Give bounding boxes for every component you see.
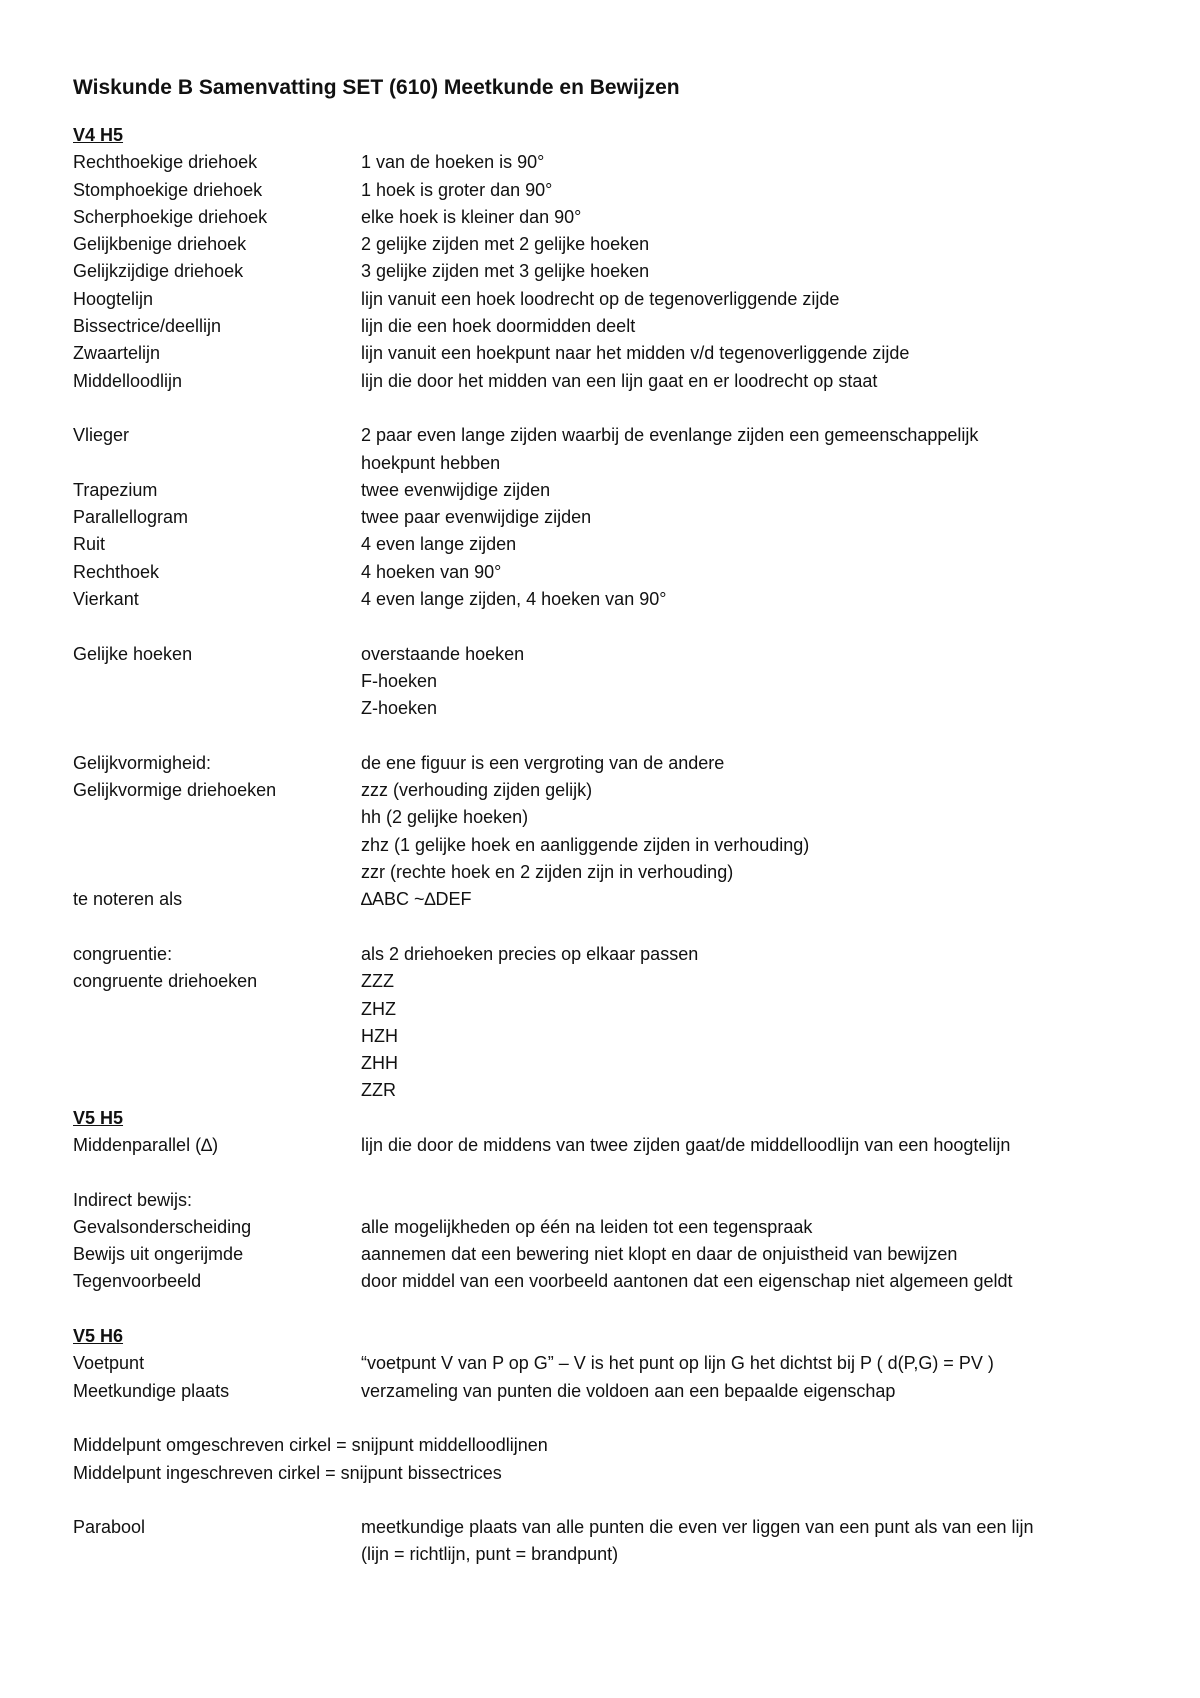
definition-description-line: 2 gelijke zijden met 2 gelijke hoeken <box>361 234 650 255</box>
definition-term: Rechthoekige driehoek <box>73 152 258 173</box>
definition-description-line: ZZR <box>361 1080 396 1101</box>
definition-description <box>361 504 1153 531</box>
definition-description-line: hoekpunt hebben <box>361 452 501 473</box>
spacer <box>73 395 1153 422</box>
definition-description-line: 1 van de hoeken is 90° <box>361 152 545 173</box>
definition-description <box>361 231 1153 258</box>
definition-term: Parallellogram <box>73 507 189 528</box>
definition-description-line: F-hoeken <box>361 670 438 691</box>
definition-description-line: 3 gelijke zijden met 3 gelijke hoeken <box>361 261 650 282</box>
definition-group-quadrilaterals <box>73 422 1153 613</box>
document-title: Wiskunde B Samenvatting SET (610) Meetkunde en Bewijzen <box>73 76 680 99</box>
definition-term: Hoogtelijn <box>73 288 154 309</box>
definition-group-congruence <box>73 941 1153 1105</box>
definition-description <box>361 177 1153 204</box>
definition-row <box>73 559 1153 586</box>
definition-row <box>73 531 1153 558</box>
definition-term: Bewijs uit ongerijmde <box>73 1244 244 1265</box>
definition-row <box>73 477 1153 504</box>
spacer <box>73 1296 1153 1323</box>
definition-term: Scherphoekige driehoek <box>73 206 268 227</box>
definition-row <box>73 1514 1153 1569</box>
definition-description <box>361 750 1153 777</box>
spacer <box>73 914 1153 941</box>
definition-group-v5h6 <box>73 1350 1153 1405</box>
definition-group-angles <box>73 641 1153 723</box>
definition-term: Stomphoekige driehoek <box>73 179 263 200</box>
definition-description <box>361 586 1153 613</box>
definition-row <box>73 1268 1153 1295</box>
definition-description-line: twee evenwijdige zijden <box>361 479 551 500</box>
definition-term: Zwaartelijn <box>73 343 161 364</box>
definition-description-line: verzameling van punten die voldoen aan een bepaalde eigenschap <box>361 1380 896 1401</box>
definition-row <box>73 286 1153 313</box>
definition-term: Middenparallel (∆) <box>73 1134 219 1155</box>
definition-description-line: hh (2 gelijke hoeken) <box>361 807 529 828</box>
definition-term: Gelijkvormigheid: <box>73 752 212 773</box>
definition-description-line: lijn die door de middens van twee zijden gaat/de middelloodlijn van een hoogtelijn <box>361 1134 1011 1155</box>
definition-description-line: als 2 driehoeken precies op elkaar passen <box>361 943 699 964</box>
definition-row <box>73 886 1153 913</box>
definition-term: Middelloodlijn <box>73 370 183 391</box>
definition-description <box>361 886 1153 913</box>
definition-row <box>73 968 1153 1104</box>
spacer <box>73 1405 1153 1432</box>
definition-description <box>361 258 1153 285</box>
definition-row <box>73 504 1153 531</box>
definition-term: Vlieger <box>73 425 130 446</box>
definition-term: Gelijkvormige driehoeken <box>73 780 277 801</box>
definition-row <box>73 1241 1153 1268</box>
definition-description <box>361 1378 1153 1405</box>
definition-description <box>361 313 1153 340</box>
definition-row <box>73 368 1153 395</box>
definition-description-line: (lijn = richtlijn, punt = brandpunt) <box>361 1544 619 1565</box>
definition-term: Voetpunt <box>73 1353 145 1374</box>
definition-term: Gelijkzijdige driehoek <box>73 261 244 282</box>
definition-description <box>361 1132 1153 1159</box>
definition-row <box>73 231 1153 258</box>
spacer <box>73 613 1153 640</box>
definition-row <box>73 750 1153 777</box>
definition-description-line: de ene figuur is een vergroting van de andere <box>361 752 725 773</box>
definition-description-line: lijn die een hoek doormidden deelt <box>361 316 636 337</box>
definition-row <box>73 340 1153 367</box>
definition-term: Parabool <box>73 1517 146 1538</box>
definition-row <box>73 1132 1153 1159</box>
definition-term: Gelijkbenige driehoek <box>73 234 247 255</box>
definition-row <box>73 586 1153 613</box>
definition-term: Bissectrice/deellijn <box>73 316 222 337</box>
definition-term: congruentie: <box>73 943 173 964</box>
definition-group-parabola <box>73 1514 1153 1569</box>
definition-description-line: meetkundige plaats van alle punten die even ver liggen van een punt als van een lijn <box>361 1517 1034 1538</box>
definition-term: Tegenvoorbeeld <box>73 1271 202 1292</box>
definition-row <box>73 1378 1153 1405</box>
definition-term: Gelijke hoeken <box>73 643 193 664</box>
definition-description-line: lijn die door het midden van een lijn gaat en er loodrecht op staat <box>361 370 878 391</box>
definition-description-line: door middel van een voorbeeld aantonen dat een eigenschap niet algemeen geldt <box>361 1271 1013 1292</box>
definition-term: Trapezium <box>73 479 158 500</box>
definition-description <box>361 286 1153 313</box>
definition-row <box>73 422 1153 477</box>
definition-description-line: zzz (verhouding zijden gelijk) <box>361 780 593 801</box>
circle-line-circumscribed: Middelpunt omgeschreven cirkel = snijpunt middelloodlijnen <box>73 1435 548 1456</box>
section-heading-v5h5: V5 H5 <box>73 1107 124 1128</box>
definition-description-line: ZHH <box>361 1053 398 1074</box>
definition-description-line: 2 paar even lange zijden waarbij de evenlange zijden een gemeenschappelijk <box>361 425 979 446</box>
definition-term: Ruit <box>73 534 106 555</box>
definition-description <box>361 204 1153 231</box>
definition-term: te noteren als <box>73 889 183 910</box>
definition-description-line: 1 hoek is groter dan 90° <box>361 179 553 200</box>
definition-description-line: zzr (rechte hoek en 2 zijden zijn in verhouding) <box>361 862 734 883</box>
definition-term: Meetkundige plaats <box>73 1380 230 1401</box>
definition-term: Gevalsonderscheiding <box>73 1216 252 1237</box>
definition-description-line: 4 even lange zijden <box>361 534 517 555</box>
section-heading-v5h6: V5 H6 <box>73 1326 124 1347</box>
definition-description-line: lijn vanuit een hoekpunt naar het midden v/d tegenoverliggende zijde <box>361 343 910 364</box>
definition-row <box>73 204 1153 231</box>
definition-description-line: aannemen dat een bewering niet klopt en daar de onjuistheid van bewijzen <box>361 1244 958 1265</box>
definition-description <box>361 1268 1153 1295</box>
definition-row <box>73 258 1153 285</box>
definition-description <box>361 641 1153 723</box>
definition-group-similarity <box>73 750 1153 914</box>
definition-term: Vierkant <box>73 589 139 610</box>
definition-row <box>73 313 1153 340</box>
definition-description <box>361 968 1153 1104</box>
definition-description <box>361 559 1153 586</box>
definition-row <box>73 1214 1153 1241</box>
definition-group-indirect <box>73 1214 1153 1296</box>
definition-description <box>361 531 1153 558</box>
definition-term: Rechthoek <box>73 561 160 582</box>
definition-group-midparallel <box>73 1132 1153 1159</box>
definition-description-line: twee paar evenwijdige zijden <box>361 507 592 528</box>
definition-description <box>361 149 1153 176</box>
definition-group-triangles <box>73 149 1153 395</box>
definition-description-line: 4 even lange zijden, 4 hoeken van 90° <box>361 589 667 610</box>
definition-description <box>361 1214 1153 1241</box>
definition-description <box>361 941 1153 968</box>
definition-description-line: HZH <box>361 1025 398 1046</box>
definition-description-line: zhz (1 gelijke hoek en aanliggende zijden in verhouding) <box>361 834 810 855</box>
section-heading-v4h5: V4 H5 <box>73 125 124 145</box>
definition-description-line: “voetpunt V van P op G” – V is het punt op lijn G het dichtst bij P ( d(P,G) = PV ) <box>361 1353 994 1374</box>
definition-description-line: ZHZ <box>361 998 396 1019</box>
definition-description <box>361 477 1153 504</box>
definition-description <box>361 1350 1153 1377</box>
definition-description-line: lijn vanuit een hoek loodrecht op de tegenoverliggende zijde <box>361 288 840 309</box>
definition-term: congruente driehoeken <box>73 971 258 992</box>
definition-description <box>361 1514 1153 1569</box>
definition-row <box>73 941 1153 968</box>
definition-row <box>73 641 1153 723</box>
definition-description-line: Z-hoeken <box>361 698 438 719</box>
spacer <box>73 723 1153 750</box>
definition-row <box>73 1350 1153 1377</box>
definition-description <box>361 340 1153 367</box>
indirect-proof-title: Indirect bewijs: <box>73 1189 193 1210</box>
definition-description-line: 4 hoeken van 90° <box>361 561 502 582</box>
definition-description-line: elke hoek is kleiner dan 90° <box>361 206 582 227</box>
document-page <box>73 74 1153 1569</box>
definition-description-line: overstaande hoeken <box>361 643 525 664</box>
definition-description <box>361 422 1153 477</box>
definition-description-line: ∆ABC ~∆DEF <box>361 889 472 910</box>
definition-description-line: alle mogelijkheden op één na leiden tot een tegenspraak <box>361 1216 813 1237</box>
spacer <box>73 1159 1153 1186</box>
definition-row <box>73 777 1153 886</box>
spacer <box>73 1487 1153 1514</box>
definition-row <box>73 149 1153 176</box>
circle-line-inscribed: Middelpunt ingeschreven cirkel = snijpunt bissectrices <box>73 1462 502 1483</box>
definition-description <box>361 368 1153 395</box>
definition-description <box>361 1241 1153 1268</box>
definition-description-line: ZZZ <box>361 971 394 992</box>
definition-row <box>73 177 1153 204</box>
definition-description <box>361 777 1153 886</box>
